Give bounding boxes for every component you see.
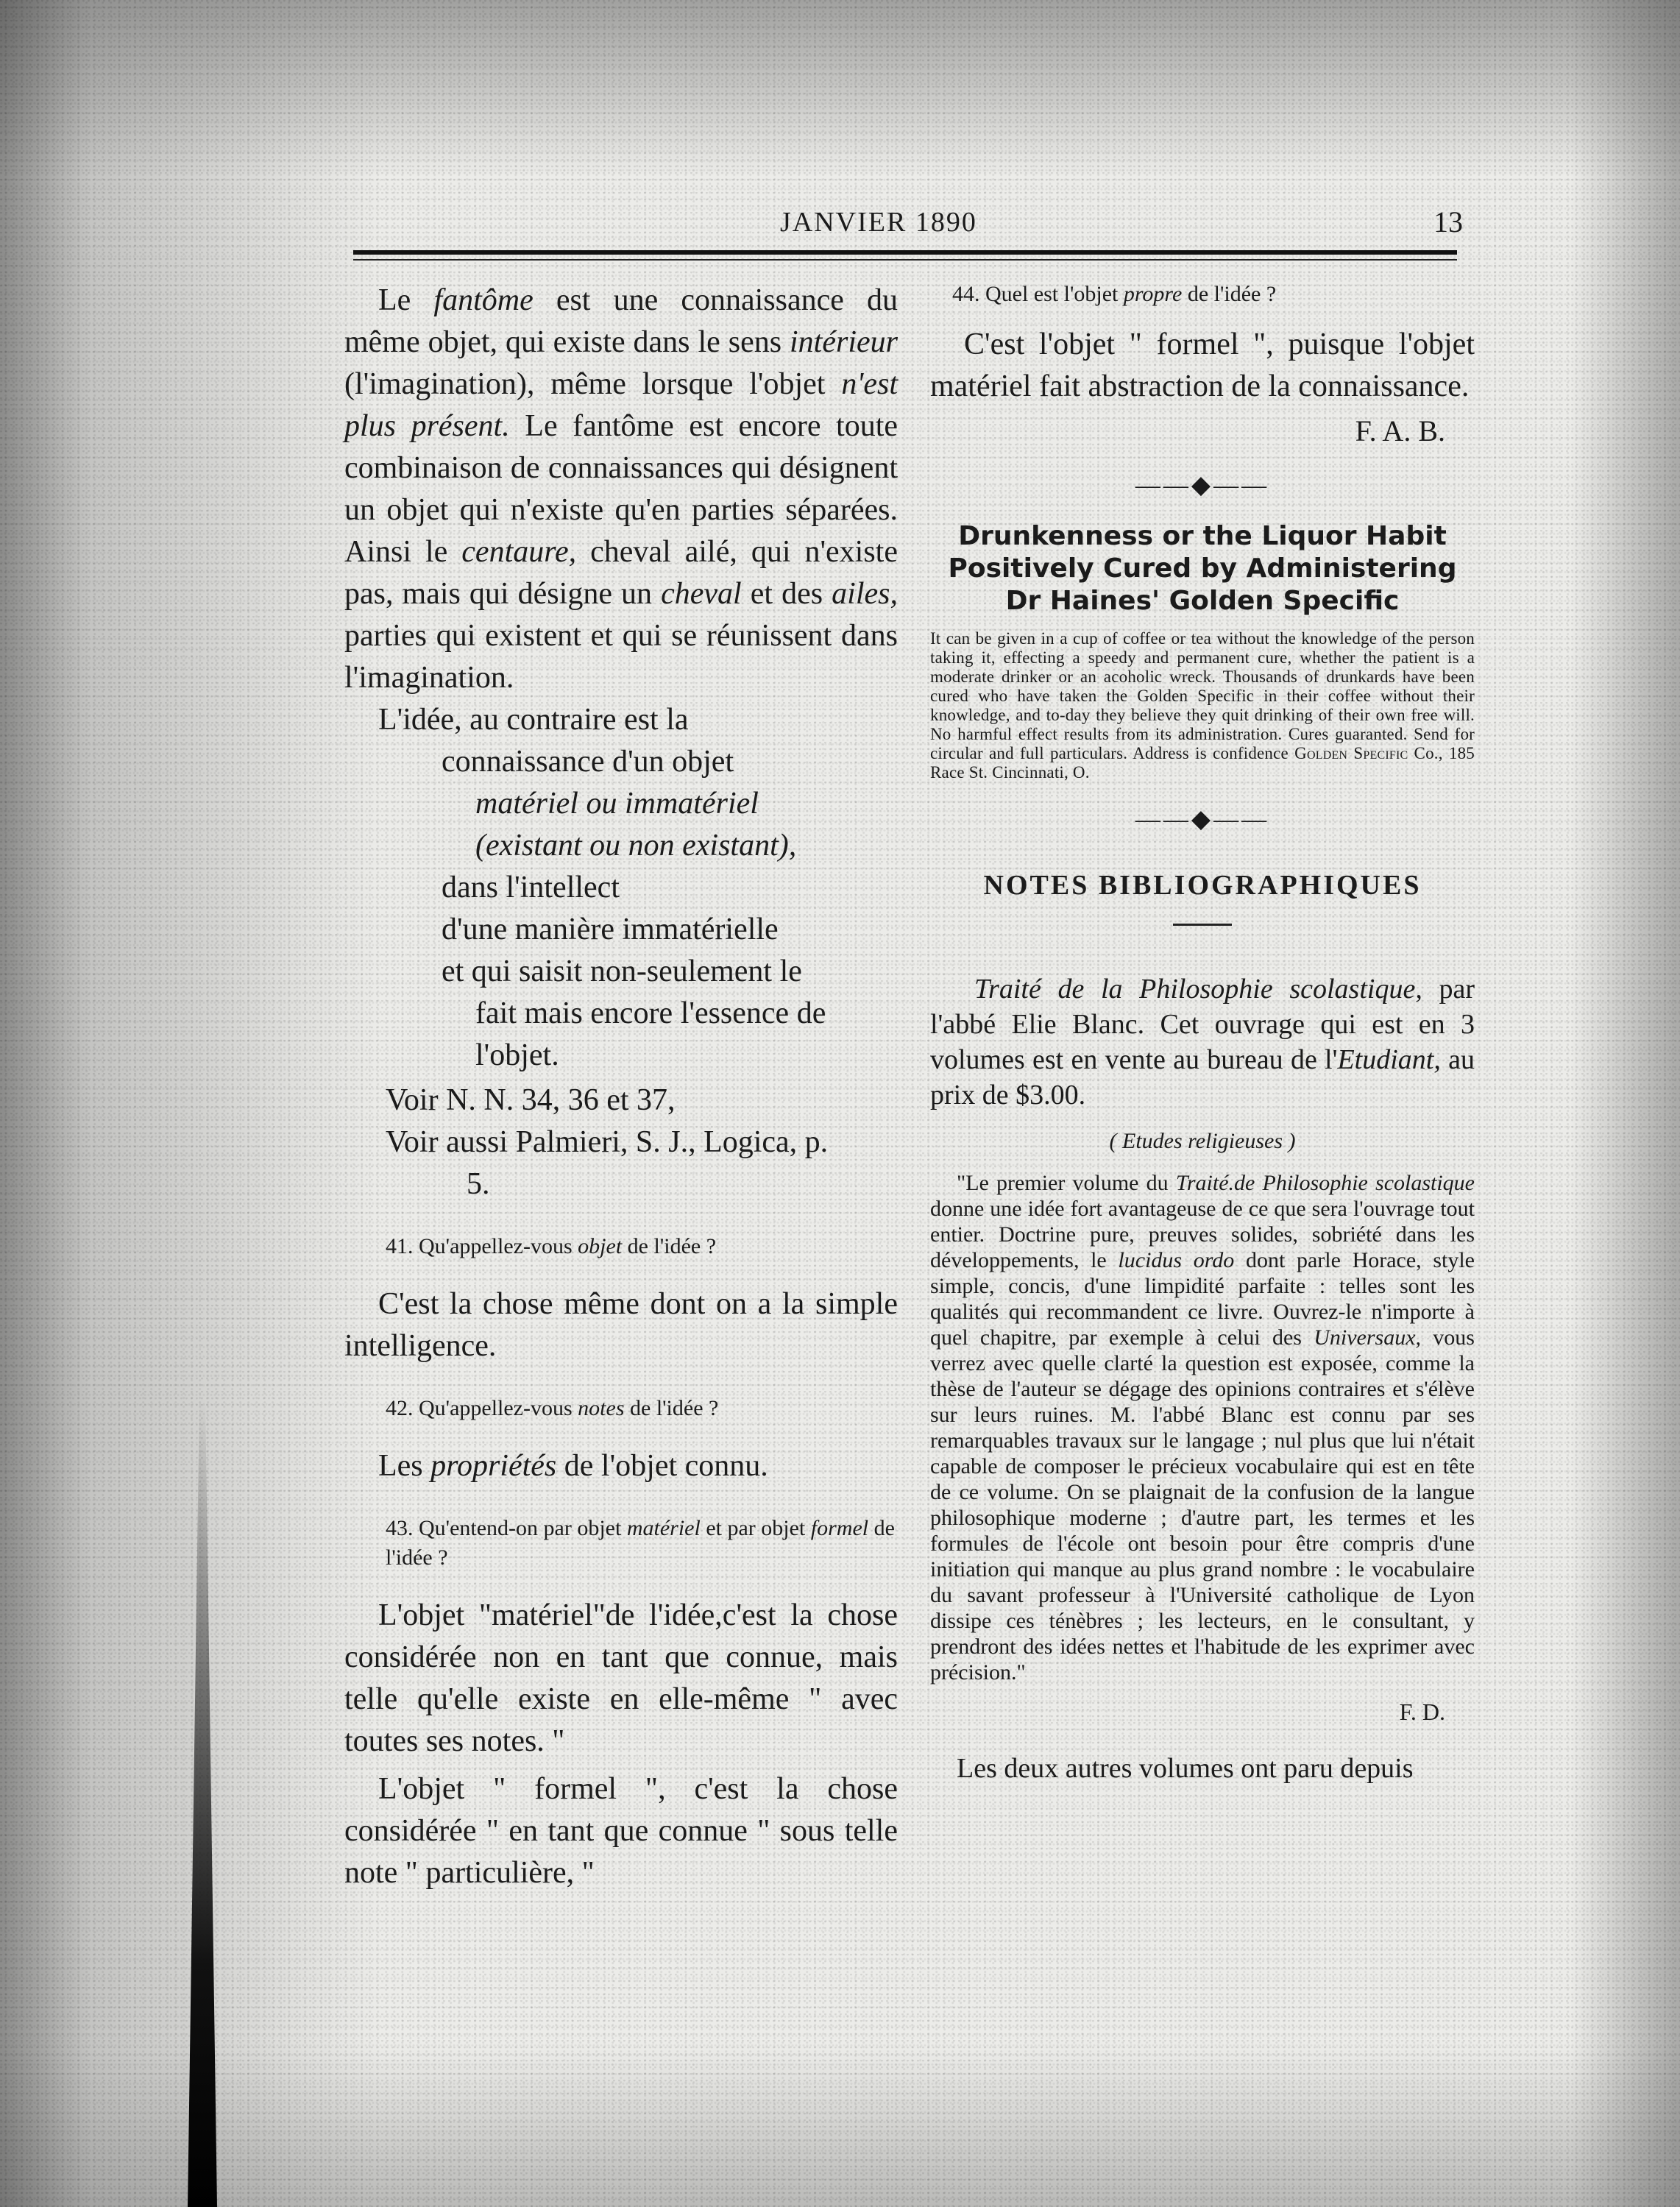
- answer-43-formel: L'objet " formel ", c'est la chose considérée " en tant que connue " sous telle note " particulière, ": [344, 1772, 898, 1890]
- header-rule-thin: [353, 259, 1457, 261]
- left-column: [344, 280, 898, 1894]
- paragraph-fantome: Le fantôme est une connaissance du même objet, qui existe dans le sens intérieur (l'imagination), même lorsque l'objet n'est plus présent. Le fantôme est encore toute combinaison de connaissances qui désignent un objet qui n'existe qu'en parties séparées. Ainsi le centaure, cheval ailé, qui n'existe pas, mais qui désigne un cheval et des ailes, parties qui existent et qui se réunissent dans l'imagination.: [344, 283, 899, 695]
- signature-fd: F. D.: [1399, 1698, 1445, 1725]
- question-41: 41. Qu'appellez-vous objet de l'idée ?: [386, 1234, 717, 1258]
- advertisement-title: Drunkenness or the Liquor Habit Positively Cured by Administering Dr Haines' Golden Specific: [948, 521, 1457, 616]
- ornament-divider-2: ——◆——: [1135, 806, 1270, 833]
- signature-fab: F. A. B.: [1355, 414, 1445, 447]
- review-quote: "Le premier volume du Traité.de Philosophie scolastique donne une idée fort avantageuse de ce que sera l'ouvrage tout entier. Doctrine pure, preuves solides, sobriété dans les développements, le lucidus ordo dont parle Horace, style simple, concis, d'une limpidité parfaite : telles sont les qualités qui recommandent ce livre. Ouvrez-le n'importe à quel chapitre, par exemple à celui des Universaux, vous verrez avec quelle clarté la question est exposée, comme la thèse de l'auteur se dégage des opinions contraires et s'élève sur leurs ruines. M. l'abbé Blanc est connu par ses remarquables travaux sur le langage ; nul plus que lui n'était capable de composer le précieux vocabulaire qui est en tête de ce volume. On se plaignait de la confusion de la langue philosophique moderne ; d'autre part, les termes et les formules de l'école ont besoin pour être compris d'une initiation qui manque au plus grand nombre : le vocabulaire du savant professeur à l'Université catholique de Lyon dissipe ces ténèbres ; les lecteurs, en le consultant, y prendront des idées nettes et l'habitude de les exprimer avec précision.": [930, 1171, 1475, 1685]
- section-title: NOTES BIBLIOGRAPHIQUES: [983, 870, 1422, 901]
- question-43: 43. Qu'entend-on par objet matériel et par objet formel de l'idée ?: [386, 1516, 895, 1570]
- ornament-divider: ——◆——: [1135, 472, 1270, 499]
- page-number: 13: [1433, 205, 1463, 238]
- short-rule: [1173, 924, 1232, 926]
- header-rule-thick: [353, 250, 1457, 255]
- answer-44: C'est l'objet " formel ", puisque l'objet matériel fait abstraction de la connaissance.: [930, 327, 1475, 403]
- question-44: 44. Quel est l'objet propre de l'idée ?: [952, 282, 1277, 306]
- right-column: [930, 280, 1475, 1786]
- definition-idee: L'idée, au contraire est la connaissance d'un objet matériel ou immatériel (existant ou non existant), dans l'intellect d'une manière immatérielle et qui saisit non-seulement le fait mais encore l'essence de l'objet.: [378, 703, 826, 1072]
- answer-41: C'est la chose même dont on a la simple intelligence.: [344, 1287, 898, 1363]
- answer-42: Les propriétés de l'objet connu.: [378, 1449, 768, 1483]
- bibliography-entry: Traité de la Philosophie scolastique, par l'abbé Elie Blanc. Cet ouvrage qui est en 3 volumes est en vente au bureau de l'Etudiant, au prix de $3.00.: [930, 974, 1475, 1110]
- quote-source: ( Etudes religieuses ): [1109, 1129, 1296, 1153]
- answer-43-materiel: L'objet "matériel"de l'idée,c'est la chose considérée non en tant que connue, mais telle qu'elle existe en elle-même " avec toutes ses notes. ": [344, 1598, 898, 1758]
- references: Voir N. N. 34, 36 et 37, Voir aussi Palmieri, S. J., Logica, p. 5.: [386, 1083, 829, 1201]
- final-line: Les deux autres volumes ont paru depuis: [957, 1753, 1414, 1784]
- running-head: JANVIER 1890: [780, 207, 977, 238]
- question-42: 42. Qu'appellez-vous notes de l'idée ?: [386, 1396, 719, 1420]
- advertisement-body: It can be given in a cup of coffee or tea without the knowledge of the person taking it, effecting a speedy and permanent cure, whether the patient is a moderate drinker or an acoholic wreck. Thousands of drunkards have been cured who have taken the Golden Specific in their coffee without their knowledge, and to-day they believe they quit drinking of their own free will. No harmful effect results from its administration. Cures guaranted. Send for circular and full particulars. Address is confidence Golden Specific Co., 185 Race St. Cincinnati, O.: [930, 629, 1475, 782]
